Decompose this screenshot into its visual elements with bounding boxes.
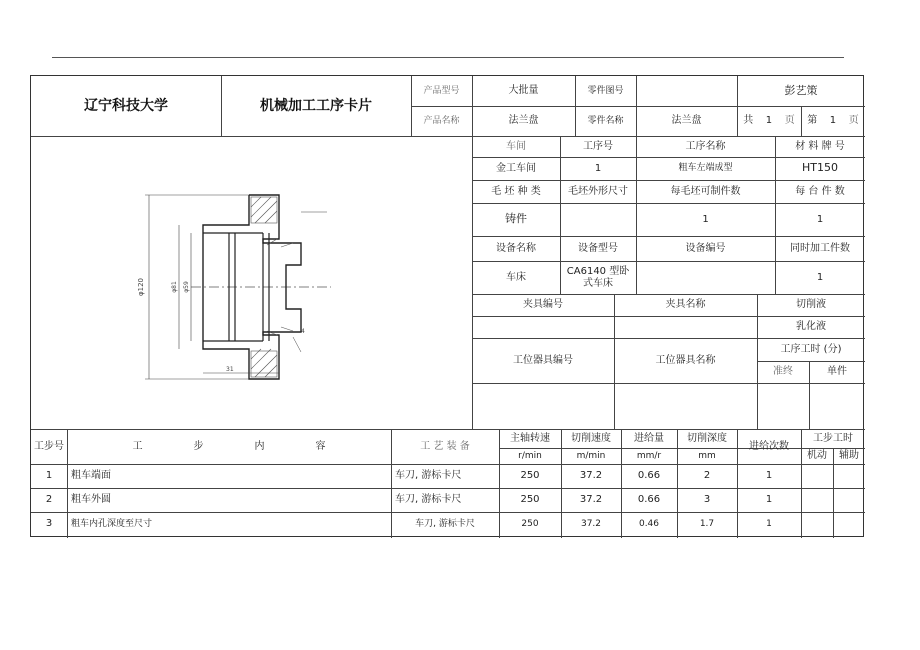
content-label [67, 429, 391, 464]
coolant-label: 切削液 [796, 299, 826, 311]
part-drawing-value [636, 76, 737, 106]
blank-type-value: 铸件 [505, 212, 527, 226]
step-content: 粗车外圆 [71, 494, 111, 506]
page-unit: 页 [784, 115, 795, 127]
content-label-char: 内 [254, 440, 265, 452]
blank-type-label: 毛 坯 种 类 [491, 185, 541, 197]
depth-unit: mm [698, 450, 716, 461]
step-equipment: 车刀, 游标卡尺 [395, 470, 462, 482]
product-model-value: 大批量 [508, 85, 539, 97]
step-spindle: 250 [521, 518, 539, 529]
product-name-label: 产品名称 [423, 115, 460, 126]
process-name-label: 工序名称 [685, 140, 726, 152]
workshop-value: 金工车间 [496, 162, 536, 174]
simul-value: 1 [816, 271, 824, 283]
per-blank-value: 1 [702, 213, 709, 225]
equip-model-label: 设备型号 [578, 242, 618, 254]
leader-line [293, 337, 301, 352]
content-label-char: 步 [193, 440, 204, 452]
blank-size-value [560, 203, 636, 236]
step-spindle: 250 [520, 470, 540, 482]
material-value: HT150 [802, 161, 838, 175]
blank-size-label: 毛坯外形尺寸 [568, 185, 628, 197]
card-title: 机械加工工序卡片 [260, 97, 372, 114]
material-label: 材 料 牌 号 [795, 140, 845, 152]
dim-label: φ81 [171, 281, 178, 293]
product-name-value: 法兰盘 [508, 115, 539, 127]
prep-label: 准终 [773, 366, 793, 378]
step-depth: 2 [703, 470, 711, 482]
passes-label: 进给次数 [749, 440, 789, 452]
process-time-label: 工序工时 (分) [780, 343, 842, 355]
part-drawing [31, 137, 471, 428]
equip-name-label: 设备名称 [496, 242, 536, 254]
step-no: 2 [45, 494, 53, 506]
school-name: 辽宁科技大学 [84, 97, 168, 114]
depth-label: 切削深度 [687, 432, 727, 444]
product-model-label: 产品型号 [423, 85, 460, 96]
dim-label: 31 [226, 366, 234, 373]
equip-no-label: 设备编号 [685, 242, 726, 254]
equip-name-value: 车床 [506, 271, 526, 283]
step-depth: 3 [703, 494, 711, 506]
speed-label: 切削速度 [571, 432, 611, 444]
feed-label: 进给量 [634, 432, 664, 444]
process-name-value: 粗车左端成型 [678, 163, 733, 174]
machine-time-label: 机动 [807, 450, 827, 462]
station-name-label: 工位器具名称 [655, 354, 716, 366]
page-current [801, 106, 865, 136]
step-depth: 1.7 [699, 518, 715, 529]
station-no-label: 工位器具编号 [513, 354, 573, 366]
step-time-label: 工步工时 [813, 432, 853, 444]
step-content: 粗车内孔深度至尺寸 [71, 518, 153, 529]
step-equipment: 车刀, 游标卡尺 [395, 494, 462, 506]
step-feed: 0.46 [638, 518, 660, 529]
total-pages: 1 [765, 115, 773, 127]
process-no-label: 工序号 [583, 140, 613, 152]
step-speed: 37.2 [579, 470, 603, 482]
step-no: 1 [45, 470, 53, 482]
content-label-char: 容 [315, 440, 326, 452]
total-label: 共 [743, 115, 754, 127]
author-name: 彭艺策 [784, 83, 818, 97]
part-name-value: 法兰盘 [671, 115, 702, 127]
step-speed: 37.2 [580, 518, 602, 529]
process-card [30, 75, 864, 537]
step-passes: 1 [765, 494, 773, 506]
per-blank-label: 每毛坯可制件数 [670, 185, 741, 197]
aux-time-label: 辅助 [839, 450, 859, 462]
page-number: 1 [829, 115, 837, 127]
grid-line [472, 383, 865, 384]
step-no: 3 [45, 518, 53, 530]
fixture-name-label: 夹具名称 [665, 299, 706, 311]
unit-label: 单件 [827, 366, 847, 378]
step-equipment: 车刀, 游标卡尺 [415, 518, 475, 529]
feed-unit: mm/r [636, 450, 662, 461]
speed-unit: m/min [576, 450, 606, 461]
part-drawing-label: 零件图号 [587, 85, 624, 96]
dim-label: φ120 [137, 278, 145, 296]
page-unit-2: 页 [848, 115, 859, 127]
dim-label: 4 [301, 328, 305, 335]
step-feed: 0.66 [637, 494, 661, 506]
step-passes: 1 [766, 518, 772, 529]
step-content: 粗车端面 [71, 470, 111, 482]
step-feed: 0.66 [637, 470, 661, 482]
equip-model-value: CA6140 型卧式车床 [566, 266, 630, 289]
top-rule [52, 57, 844, 58]
simul-label: 同时加工件数 [790, 242, 850, 254]
dim-label: φ59 [183, 281, 190, 293]
part-name-label: 零件名称 [587, 115, 624, 126]
content-label-char: 工 [132, 440, 143, 452]
per-unit-value: 1 [816, 213, 824, 225]
coolant-value: 乳化液 [796, 321, 826, 333]
step-no-label: 工步号 [34, 440, 64, 452]
equipment-label: 工 艺 装 备 [420, 440, 470, 452]
fixture-no-label: 夹具编号 [523, 299, 563, 311]
workshop-label: 车间 [506, 140, 526, 152]
step-passes: 1 [765, 470, 773, 482]
per-unit-label: 每 台 件 数 [795, 185, 845, 197]
page-total [737, 106, 801, 136]
equip-no-value [636, 261, 775, 294]
spindle-label: 主轴转速 [510, 432, 550, 444]
spindle-unit: r/min [518, 450, 542, 461]
page-label: 第 [807, 115, 818, 127]
step-speed: 37.2 [579, 494, 603, 506]
step-spindle: 250 [520, 494, 540, 506]
process-no-value: 1 [594, 162, 602, 174]
flange-hatch [251, 197, 277, 223]
